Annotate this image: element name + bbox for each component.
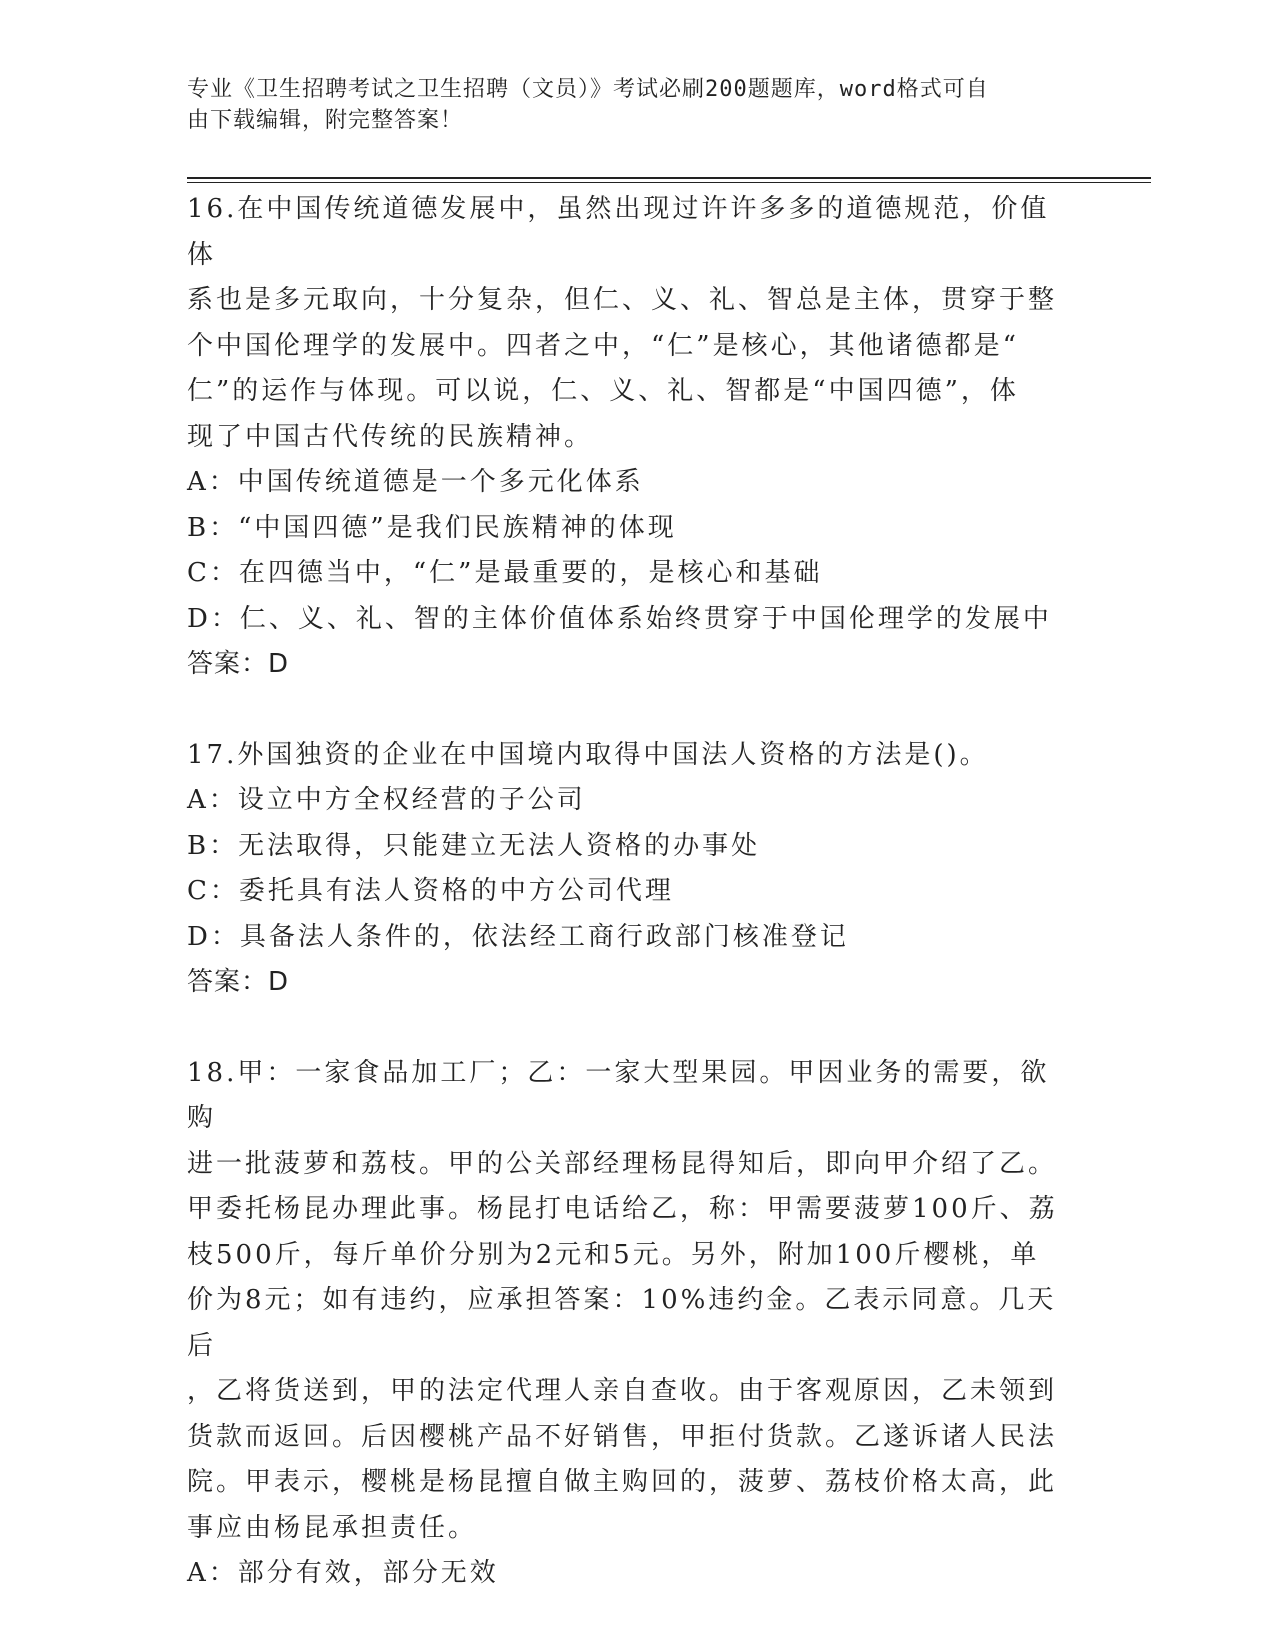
- question-stem-line: 系也是多元取向，十分复杂，但仁、义、礼、智总是主体，贯穿于整: [187, 285, 1058, 315]
- question-stem-line: 院。甲表示，樱桃是杨昆擅自做主购回的，菠萝、荔枝价格太高，此: [187, 1467, 1058, 1497]
- answer-label: 答案：D: [187, 649, 290, 679]
- question-18: [187, 1051, 1077, 1597]
- spacer: [187, 1006, 1077, 1051]
- header-line-2: 由下载编辑，附完整答案！: [187, 108, 464, 133]
- question-stem-line: 事应由杨昆承担责任。: [187, 1512, 478, 1543]
- option-b: B：“中国四德”是我们民族精神的体现: [187, 512, 677, 543]
- document-header: [187, 74, 1067, 136]
- header-divider-thick: [187, 177, 1151, 179]
- option-a: A：部分有效，部分无效: [187, 1558, 499, 1588]
- header-line-1: 专业《卫生招聘考试之卫生招聘（文员）》考试必刷200题题库，word格式可自: [187, 77, 989, 102]
- question-stem-line: 16.在中国传统道德发展中，虽然出现过许许多多的道德规范，价值体: [187, 194, 1050, 270]
- option-a: A：中国传统道德是一个多元化体系: [187, 467, 644, 497]
- question-stem-line: 个中国伦理学的发展中。四者之中，“仁”是核心，其他诸德都是“: [187, 330, 1019, 361]
- question-16: [187, 187, 1077, 688]
- option-d: D：具备法人条件的，依法经工商行政部门核准登记: [187, 921, 849, 952]
- option-c: C：在四德当中，“仁”是最重要的，是核心和基础: [187, 558, 823, 588]
- question-list: [187, 187, 1077, 1597]
- question-17: [187, 733, 1077, 1006]
- question-stem-line: 进一批菠萝和荔枝。甲的公关部经理杨昆得知后，即向甲介绍了乙。: [187, 1148, 1058, 1179]
- header-divider-thin: [187, 182, 1151, 183]
- question-stem-line: 货款而返回。后因樱桃产品不好销售，甲拒付货款。乙遂诉诸人民法: [187, 1421, 1058, 1452]
- question-stem-line: 仁”的运作与体现。可以说，仁、义、礼、智都是“中国四德”，体: [187, 376, 1019, 406]
- question-stem-line: 18.甲：一家食品加工厂；乙：一家大型果园。甲因业务的需要，欲购: [187, 1057, 1050, 1133]
- spacer: [187, 688, 1077, 733]
- question-stem-line: 现了中国古代传统的民族精神。: [187, 421, 594, 452]
- option-b: B：无法取得，只能建立无法人资格的办事处: [187, 830, 761, 861]
- question-stem-line: 价为8元；如有违约，应承担答案：10%违约金。乙表示同意。几天后: [187, 1285, 1057, 1361]
- question-stem-line: ，乙将货送到，甲的法定代理人亲自查收。由于客观原因，乙未领到: [187, 1376, 1058, 1406]
- option-a: A：设立中方全权经营的子公司: [187, 785, 586, 815]
- question-stem-line: 枝500斤，每斤单价分别为2元和5元。另外，附加100斤樱桃，单: [187, 1239, 1040, 1270]
- question-stem-line: 17.外国独资的企业在中国境内取得中国法人资格的方法是()。: [187, 739, 989, 770]
- answer-label: 答案：D: [187, 967, 290, 997]
- question-stem-line: 甲委托杨昆办理此事。杨昆打电话给乙，称：甲需要菠萝100斤、荔: [187, 1194, 1058, 1224]
- option-d: D：仁、义、礼、智的主体价值体系始终贯穿于中国伦理学的发展中: [187, 603, 1052, 634]
- option-c: C：委托具有法人资格的中方公司代理: [187, 876, 674, 906]
